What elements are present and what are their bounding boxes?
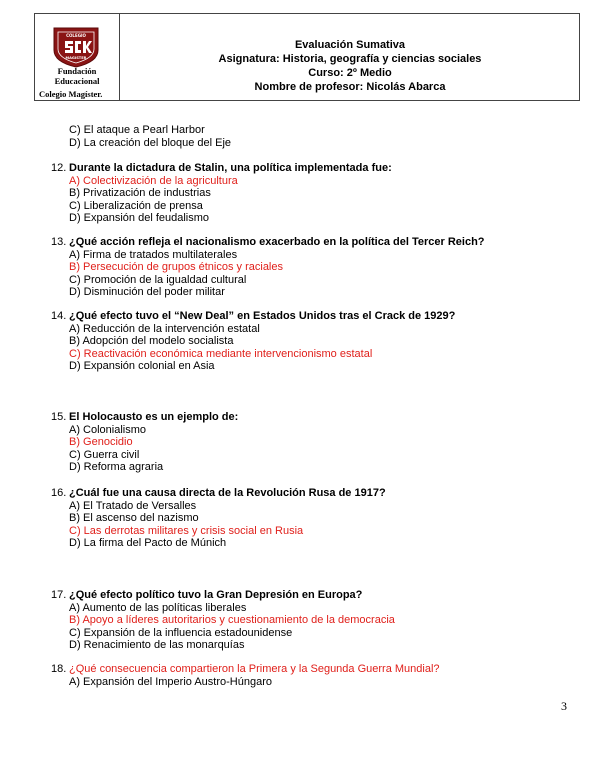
option: C) Promoción de la igualdad cultural xyxy=(69,273,247,286)
question-number: 12. xyxy=(51,162,67,174)
foundation-label: Fundación Educacional xyxy=(54,66,100,86)
option: C) El ataque a Pearl Harbor xyxy=(69,124,205,136)
option: B) Adopción del modelo socialista xyxy=(69,335,234,348)
question-13 xyxy=(51,236,485,299)
question-18 xyxy=(51,663,440,688)
option: D) Renacimiento de las monarquías xyxy=(69,639,245,652)
option-correct: C) Las derrotas militares y crisis social en Rusia xyxy=(69,524,304,537)
option: D) La creación del bloque del Eje xyxy=(69,136,232,149)
option: C) Guerra civil xyxy=(69,448,140,461)
question-text: ¿Qué acción refleja el nacionalismo exacerbado en la política del Tercer Reich? xyxy=(69,236,485,248)
school-logo xyxy=(35,14,120,100)
option: A) El Tratado de Versalles xyxy=(69,499,197,512)
question-16 xyxy=(51,487,386,550)
option: A) Aumento de las políticas liberales xyxy=(69,601,247,614)
question-number: 14. xyxy=(51,310,67,322)
question-text: ¿Cuál fue una causa directa de la Revolución Rusa de 1917? xyxy=(69,487,386,499)
question-number: 18. xyxy=(51,663,67,675)
question-number: 17. xyxy=(51,589,67,601)
question-12 xyxy=(51,162,392,225)
question-text: El Holocausto es un ejemplo de: xyxy=(69,411,239,423)
option: C) Expansión de la influencia estadounidense xyxy=(69,626,293,639)
option-correct: B) Persecución de grupos étnicos y raciales xyxy=(69,261,283,274)
question-text: Durante la dictadura de Stalin, una política implementada fue: xyxy=(69,162,392,174)
exam-subject: Asignatura: Historia, geografía y ciencias sociales xyxy=(218,53,482,65)
question-text: ¿Qué efecto tuvo el “New Deal” en Estados Unidos tras el Crack de 1929? xyxy=(69,310,456,322)
option-correct: B) Genocidio xyxy=(69,436,133,449)
option: A) Colonialismo xyxy=(69,423,147,436)
option: A) Reducción de la intervención estatal xyxy=(69,322,260,335)
option: A) Firma de tratados multilaterales xyxy=(69,248,238,261)
school-crest-icon xyxy=(51,26,101,68)
option: B) Privatización de industrias xyxy=(69,187,211,200)
option: D) Expansión colonial en Asia xyxy=(69,360,215,373)
option-correct: B) Apoyo a líderes autoritarios y cuestionamiento de la democracia xyxy=(69,614,395,627)
option: D) Reforma agraria xyxy=(69,461,164,474)
carryover-options xyxy=(51,124,231,149)
option: D) La firma del Pacto de Múnich xyxy=(69,537,227,550)
page-number: 3 xyxy=(561,699,567,713)
question-17 xyxy=(51,589,395,652)
question-text: ¿Qué consecuencia compartieron la Primera y la Segunda Guerra Mundial? xyxy=(69,663,440,675)
question-number: 16. xyxy=(51,487,67,499)
question-number: 13. xyxy=(51,236,67,248)
question-14 xyxy=(51,310,455,373)
question-number: 15. xyxy=(51,411,67,423)
exam-course: Curso: 2º Medio xyxy=(308,67,392,79)
document-header xyxy=(34,13,580,101)
option: B) El ascenso del nazismo xyxy=(69,512,199,525)
option: C) Liberalización de prensa xyxy=(69,199,203,212)
exam-title: Evaluación Sumativa xyxy=(294,39,406,51)
question-15 xyxy=(51,411,238,474)
option: D) Disminución del poder militar xyxy=(69,286,225,299)
exam-teacher: Nombre de profesor: Nicolás Abarca xyxy=(254,81,446,93)
question-text: ¿Qué efecto político tuvo la Gran Depresión en Europa? xyxy=(69,589,363,601)
svg-text:COLEGIO: COLEGIO xyxy=(66,33,86,38)
exam-info xyxy=(119,38,581,94)
option: D) Expansión del feudalismo xyxy=(69,212,210,225)
svg-text:MAGISTER: MAGISTER xyxy=(65,56,87,60)
option-correct: A) Colectivización de la agricultura xyxy=(69,174,238,187)
college-name: Colegio Magíster. xyxy=(39,89,103,99)
option-correct: C) Reactivación económica mediante intervencionismo estatal xyxy=(69,347,373,360)
option: A) Expansión del Imperio Austro-Húngaro xyxy=(69,675,272,688)
